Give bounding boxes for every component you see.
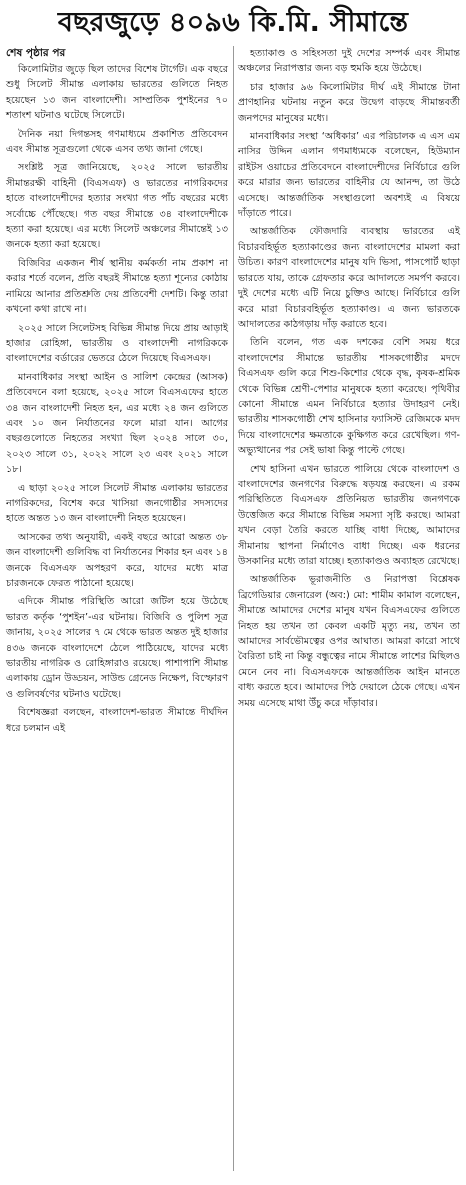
article-paragraph: ২০২৫ সালে সিলেটসহ বিভিন্ন সীমান্ত দিয়ে প্রায় আড়াই হাজার রোহিঙ্গা, ভারতীয় ও বাংলাদেশী নাগরিককে বাংলাদেশের বর্ডারের ভেতরে ঠেলে দিয়েছে বিএসএফ। (6, 322, 228, 365)
left-column (6, 46, 228, 739)
article-paragraph: হত্যাকাণ্ড ও সহিংসতা দুই দেশের সম্পর্ক এবং সীমান্ত অঞ্চলের নিরাপত্তার জন্য বড় হুমকি হয়ে উঠেছে। (238, 48, 460, 75)
article-paragraph: এদিকে সীমান্ত পরিস্থিতি আরো জটিল হয়ে উঠেছে ভারত কর্তৃক ‘পুশইন’-এর ঘটনায়। বিজিবি ও পুলিশ সূত্র জানায়, ২০২৫ সালের ৭ মে থেকে ভারত অন্তত দুই হাজার ৪৩৬ জনকে বাংলাদেশে ঠেলে পাঠিয়েছে, যাদের মধ্যে ভারতীয় নাগরিক ও রোহিঙ্গারাও রয়েছে। পাশাপাশি সীমান্ত এলাকায় ড্রোন উড্ডয়ন, সাউন্ড গ্রেনেড নিক্ষেপ, বিস্ফোরণ ও গুলিবর্ষণের ঘটনাও ঘটেছে। (6, 596, 228, 700)
article-paragraph: বিজিবির একজন শীর্ষ স্থানীয় কর্মকর্তা নাম প্রকাশ না করার শর্তে বলেন, প্রতি বছরই সীমান্তে হত্যা শূন্যের কোঠায় নামিয়ে আনার প্রতিশ্রুতি দেয় প্রতিবেশী দেশটি। কিন্তু তারা কখনো কথা রাখে না। (6, 257, 228, 316)
headline: বছরজুড়ে ৪০৯৬ কি.মি. সীমান্তে (57, 7, 409, 38)
article-paragraph: আসকের তথ্য অনুযায়ী, একই বছরে আরো অন্তত ৩৮ জন বাংলাদেশী গুলিবিদ্ধ বা নির্যাতনের শিকার হন এবং ১৪ জনকে বিএসএফ অপহরণ করে, যাদের মধ্যে মাত্র চারজনকে ফেরত পাঠানো হয়েছে। (6, 531, 228, 589)
article-paragraph: তিনি বলেন, গত এক দশকের বেশি সময় ধরে বাংলাদেশের সীমান্তে ভারতীয় শাসকগোষ্ঠীর মদদে বিএসএফ গুলি করে শিশু-কিশোর থেকে বৃদ্ধ, কৃষক-শ্রমিক থেকে বিভিন্ন শ্রেণী-পেশার মানুষকে হত্যা করেছে। পৃথিবীর কোনো সীমান্তে এমন নির্বিচারে হত্যার উদাহরণ নেই। ভারতীয় শাসকগোষ্ঠী শেখ হাসিনার ফ্যাসিস্ট রেজিমকে মদদ দিয়ে বাংলাদেশের ক্ষমতাকে কুক্ষিগত করে রেখেছিল। গণ-অভ্যুত্থানের পর সেই ভাষা কিন্তু পাল্টে গেছে। (238, 337, 460, 457)
article-paragraph: আন্তর্জাতিক ফৌজদারি ব্যবস্থায় ভারতের এই বিচারবহির্ভূত হত্যাকাণ্ডের জন্য বাংলাদেশের মামলা করা উচিত। কারণ বাংলাদেশের মানুষ যদি ভিসা, পাসপোর্ট ছাড়া ভারতে যায়, তাকে গ্রেফতার করে আদালতে সমর্পণ করবে। দুই দেশের মধ্যে এটি নিয়ে চুক্তিও আছে। নির্বিচারে গুলি করে মারা বিচারবহির্ভূত হত্যাকাণ্ড। এ জন্য ভারতকে আদালতের কাঠগড়ায় দাঁড় করাতে হবে। (238, 226, 460, 330)
article-columns (6, 46, 460, 739)
article-paragraph: আন্তর্জাতিক ভূরাজনীতি ও নিরাপত্তা বিশ্লেষক ব্রিগেডিয়ার জেনারেল (অব:) মো: শামীম কামাল বলেছেন, সীমান্তে আমাদের দেশের মানুষ যখন বিএসএফের গুলিতে নিহত হয় তখন তা কেবল একটি মৃত্যু নয়, তখন তা আমাদের সার্বভৌমত্বের ওপর আঘাত। আমরা কারো সাথে বৈরিতা চাই না কিন্তু বন্ধুত্বের নামে সীমান্তে লাশের মিছিলও মেনে নেব না। বিএসএফকে আন্তর্জাতিক আইন মানতে বাধ্য করতে হবে। আমাদের পিঠ দেয়ালে ঠেকে গেছে। এখন সময় এসেছে মাথা উঁচু করে দাঁড়াবার। (238, 574, 460, 709)
article-paragraph: দৈনিক নয়া দিগন্তসহ গণমাধ্যমে প্রকাশিত প্রতিবেদন এবং সীমান্ত সূত্রগুলো থেকে এসব তথ্য জানা গেছে। (6, 128, 228, 156)
article-paragraph: এ ছাড়া ২০২৫ সালে সিলেট সীমান্ত এলাকায় ভারতের নাগরিকদের, বিশেষ করে খাসিয়া জনগোষ্ঠীর সদস্যদের হাতে অন্তত ১৩ জন বাংলাদেশী নিহত হয়েছেন। (6, 482, 228, 525)
article-paragraph: সংশ্লিষ্ট সূত্র জানিয়েছে, ২০২৫ সালে ভারতীয় সীমান্তরক্ষী বাহিনী (বিএসএফ) ও ভারতের নাগরিকদের হাতে বাংলাদেশীদের হত্যার সংখ্যা গত পাঁচ বছরের মধ্যে সর্বোচ্চে পৌঁছেছে। গত বছর সীমান্তে ৩৪ বাংলাদেশীকে হত্যা করা হয়েছে। এর মধ্যে সিলেট অঞ্চলের সীমান্তেই ১৩ জনকে হত্যা করা হয়েছে। (6, 162, 228, 251)
article-paragraph: মানবাধিকার সংস্থা আইন ও সালিশ কেন্দ্রের (আসক) প্রতিবেদনে বলা হয়েছে, ২০২৫ সালে বিএসএফের হাতে ৩৪ জন বাংলাদেশী নিহত হন, এর মধ্যে ২৪ জন গুলিতে এবং ১০ জন নির্যাতনের ফলে মারা যান। আগের বছরগুলোতে নিহতের সংখ্যা ছিল ২০২৪ সালে ৩০, ২০২৩ সালে ৩১, ২০২২ সালে ২৩ এবং ২০২১ সালে ১৮। (6, 371, 228, 476)
right-column (238, 46, 460, 714)
article-paragraph: বিশেষজ্ঞরা বলছেন, বাংলাদেশ-ভারত সীমান্তে দীর্ঘদিন ধরে চলমান এই (6, 707, 228, 734)
article-paragraph: কিলোমিটার জুড়ে ছিল তাদের বিশেষ টার্গেট। এক বছরে শুধু সিলেট সীমান্ত এলাকায় ভারতের গুলিতে নিহত হয়েছেন ১৩ জন বাংলাদেশী। সাম্প্রতিক পুশইনের ৭০ শতাংশ ঘটনাও ঘটেছে সিলেটে। (6, 64, 228, 122)
article-paragraph: শেখ হাসিনা এখন ভারতে পালিয়ে থেকে বাংলাদেশ ও বাংলাদেশের জনগণের বিরুদ্ধে ষড়যন্ত্র করছেন। এ রকম পরিস্থিতিতে বিএসএফ প্রতিনিয়ত ভারতীয় জনগণকে উত্তেজিত করে সীমান্তে বিভিন্ন সমস্যা সৃষ্টি করছে। আমরা যখন বেড়া তৈরি করতে যাচ্ছি বাধা দিচ্ছে, আমাদের সীমানায় স্থাপনা নির্মাণেও বাধা দিচ্ছে। এক ধরনের উসকানির মধ্যে তারা যাচ্ছে। হত্যাকাণ্ডও অব্যাহত রেখেছে। (238, 463, 460, 567)
continued-note: শেষ পৃষ্ঠার পর (6, 47, 66, 59)
article-paragraph: চার হাজার ৯৬ কিলোমিটার দীর্ঘ এই সীমান্তে টানা প্রাণহানির ঘটনায় নতুন করে উদ্বেগ বাড়ছে সীমান্তবর্তী জনপদের মানুষের মধ্যে। (238, 81, 460, 124)
article-paragraph: মানবাধিকার সংস্থা ‘অধিকার’ এর পরিচালক এ এস এম নাসির উদ্দিন এলান গণমাধ্যমকে বলেছেন, হিউম্যান রাইটস ওয়াচের প্রতিবেদনে বাংলাদেশীদের নির্বিচারে গুলি করে মারার জন্য ভারতের বাহিনীর যে আনন্দ, তা উঠে এসেছে। আন্তর্জাতিক সংস্থাগুলো অবশ্যই এ বিষয়ে দাঁড়াতে পারে। (238, 131, 460, 220)
